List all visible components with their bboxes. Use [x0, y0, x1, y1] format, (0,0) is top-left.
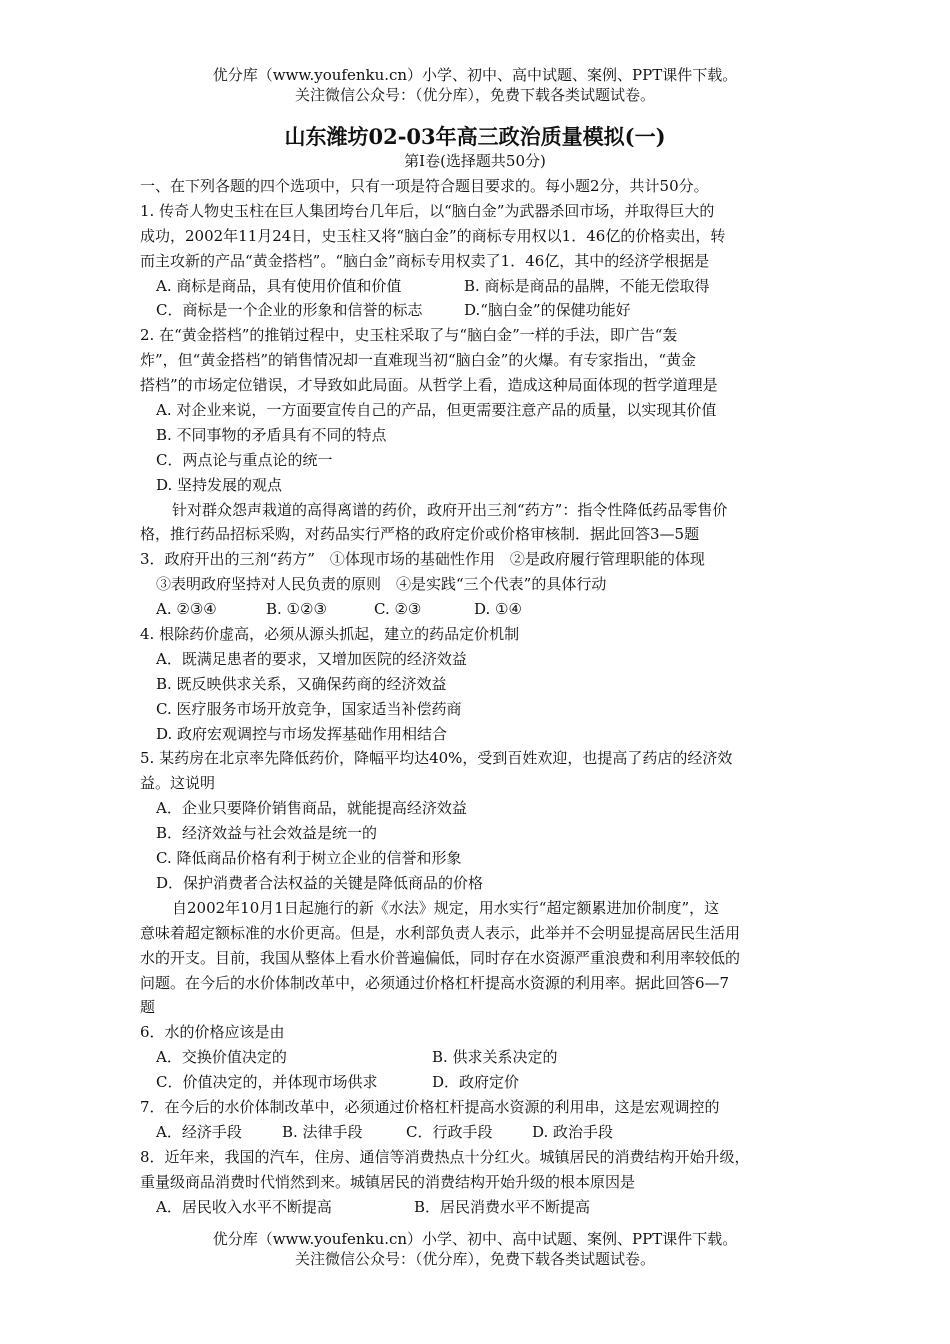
question-3-line-2: ③表明政府坚持对人民负责的原则 ④是实践“三个代表”的具体行动 — [156, 575, 607, 594]
question-8-option-a: A．居民收入水平不断提高 — [156, 1197, 332, 1216]
question-8-line-2: 重量级商品消费时代悄然到来。城镇居民的消费结构开始升级的根本原因是 — [140, 1172, 636, 1191]
passage-2-line-2: 意味着超定额标准的水价更高。但是，水利部负责人表示，此举并不会明显提高居民生活用 — [140, 923, 741, 942]
question-4-option-a: A．既满足患者的要求，又增加医院的经济效益 — [156, 649, 467, 668]
question-5-option-b: B．经济效益与社会效益是统一的 — [156, 824, 378, 843]
question-5-option-c: C. 降低商品价格有利于树立企业的信誉和形象 — [156, 849, 462, 868]
question-1-option-c: C．商标是一个企业的形象和信誉的标志 — [156, 301, 423, 320]
question-2-line-3: 搭档”的市场定位错误，才导致如此局面。从哲学上看，造成这种局面体现的哲学道理是 — [140, 376, 718, 395]
passage-2-line-3: 水的开支。目前，我国从整体上看水价普遍偏低，同时存在水资源严重浪费和利用率较低的 — [140, 948, 741, 967]
question-4-option-b: B. 既反映供求关系，又确保药商的经济效益 — [156, 674, 447, 693]
question-4-stem: 4. 根除药价虚高，必须从源头抓起，建立的药品定价机制 — [140, 625, 520, 644]
question-8-options-ab — [140, 1195, 820, 1220]
passage-1-line-2: 格，推行药品招标采购，对药品实行严格的政府定价或价格审核制．据此回答3—5题 — [140, 525, 700, 544]
question-2-option-c: C．两点论与重点论的统一 — [156, 450, 333, 469]
question-5-option-d: D．保护消费者合法权益的关键是降低商品的价格 — [156, 873, 484, 892]
question-1-line-2: 成功，2002年11月24日，史玉柱又将“脑白金”的商标专用权以1．46亿的价格卖出，转 — [140, 226, 726, 245]
question-3-option-d: D. ①④ — [474, 600, 522, 619]
passage-2-line-4: 问题。在今后的水价体制改革中，必须通过价格杠杆提高水资源的利用率。据此回答6—7 — [140, 973, 730, 992]
question-1-option-d: D.“脑白金”的保健功能好 — [464, 301, 631, 320]
question-1-option-b: B. 商标是商品的晶牌，不能无偿取得 — [464, 276, 710, 295]
question-2-option-d: D. 坚持发展的观点 — [156, 475, 283, 494]
page-footer — [0, 1229, 950, 1269]
question-1-options-ab — [140, 274, 820, 299]
section-title: 第Ⅰ卷(选择题共50分) — [404, 152, 546, 170]
question-3-options — [140, 597, 820, 622]
question-6-options-ab — [140, 1045, 820, 1070]
exam-body — [140, 174, 820, 1219]
question-8-option-b: B．居民消费水平不断提高 — [414, 1197, 591, 1216]
question-5-option-a: A．企业只要降价销售商品，就能提高经济效益 — [156, 799, 467, 818]
question-6-option-a: A．交换价值决定的 — [156, 1048, 287, 1067]
question-7-stem: 7．在今后的水价体制改革中，必须通过价格杠杆提高水资源的利用串，这是宏观调控的 — [140, 1097, 720, 1116]
question-7-options — [140, 1120, 820, 1145]
footer-line-2: 关注微信公众号：（优分库），免费下载各类试题试卷。 — [294, 1250, 655, 1268]
question-3-option-b: B. ①②③ — [266, 600, 327, 619]
footer-line-1: 优分库（www.youfenku.cn）小学、初中、高中试题、案例、PPT课件下载。 — [212, 1230, 738, 1248]
header-line-1: 优分库（www.youfenku.cn）小学、初中、高中试题、案例、PPT课件下载。 — [212, 66, 738, 84]
question-1-option-a: A. 商标是商品，具有使用价值和价值 — [156, 276, 402, 295]
question-6-option-d: D．政府定价 — [432, 1073, 520, 1092]
question-7-option-d: D. 政治手段 — [532, 1122, 614, 1141]
question-1-line-3: 而主攻新的产品“黄金搭档”。“脑白金”商标专用权卖了1．46亿，其中的经济学根据是 — [140, 251, 710, 270]
question-6-stem: 6．水的价格应该是由 — [140, 1023, 285, 1042]
question-1-line-1: 1. 传奇人物史玉柱在巨人集团垮台几年后，以“脑白金”为武器杀回市场，并取得巨大的 — [140, 201, 715, 220]
page-header — [0, 65, 950, 105]
passage-2-line-5: 题 — [140, 998, 156, 1017]
passage-1-line-1: 针对群众怨声栽道的高得离谱的药价，政府开出三剂“药方”：指令性降低药品零售价 — [172, 500, 728, 519]
question-2-option-b: B. 不同事物的矛盾具有不同的特点 — [156, 425, 387, 444]
question-4-option-c: C. 医疗服务市场开放竞争，国家适当补偿药商 — [156, 699, 462, 718]
question-3-line-1: 3．政府开出的三剂“药方” ①体现市场的基础性作用 ②是政府履行管理职能的体现 — [140, 550, 705, 569]
header-line-2: 关注微信公众号：（优分库），免费下载各类试题试卷。 — [294, 86, 655, 104]
question-6-options-cd — [140, 1070, 820, 1095]
question-5-line-1: 5. 某药房在北京率先降低药价，降幅平均达40%，受到百姓欢迎，也提高了药店的经济效 — [140, 749, 733, 768]
question-8-line-1: 8．近年来，我国的汽车，住房、通信等消费热点十分红火。城镇居民的消费结构开始升级， — [140, 1147, 750, 1166]
question-2-option-a: A. 对企业来说，一方面要宣传自己的产品，但更需要注意产品的质量，以实现其价值 — [156, 401, 717, 420]
question-7-option-b: B. 法律手段 — [282, 1122, 363, 1141]
question-5-line-2: 益。这说明 — [140, 774, 216, 793]
question-7-option-a: A．经济手段 — [156, 1122, 242, 1141]
instruction: 一、在下列各题的四个选项中，只有一项是符合题目要求的。每小题2分，共计50分。 — [140, 177, 709, 195]
question-2-line-2: 炸”，但“黄金搭档”的销售情况却一直难现当初“脑白金”的火爆。有专家指出，“黄金 — [140, 351, 697, 370]
question-6-option-b: B. 供求关系决定的 — [432, 1048, 558, 1067]
question-3-option-c: C. ②③ — [374, 600, 422, 619]
question-1-options-cd — [140, 298, 820, 323]
question-3-option-a: A. ②③④ — [156, 600, 217, 619]
question-2-line-1: 2. 在“黄金搭档”的推销过程中，史玉柱采取了与“脑白金”一样的手法，即广告“轰 — [140, 326, 678, 345]
question-6-option-c: C．价值决定的，并体现市场供求 — [156, 1073, 378, 1092]
page-title: 山东潍坊02-03年高三政治质量模拟(一) — [284, 124, 666, 149]
question-7-option-c: C．行政手段 — [406, 1122, 493, 1141]
passage-2-line-1: 自2002年10月1日起施行的新《水法》规定，用水实行“超定额累进加价制度”，这 — [172, 898, 720, 917]
question-4-option-d: D. 政府宏观调控与市场发挥基础作用相结合 — [156, 724, 448, 743]
